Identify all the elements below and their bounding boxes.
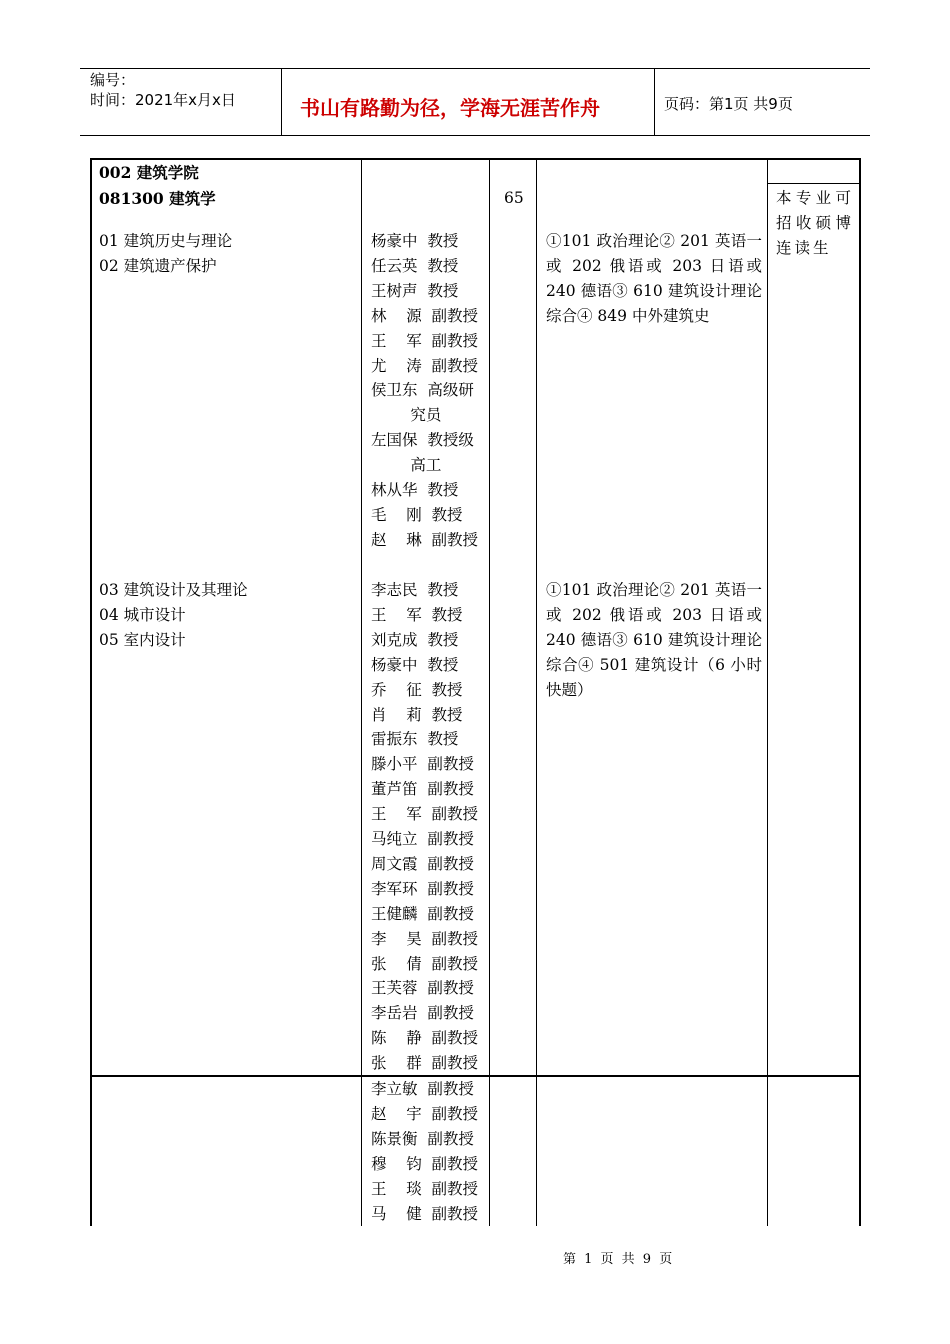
table-top-border (90, 158, 860, 160)
staff-member: 雷振东 教授 (371, 730, 459, 749)
major-name: 081300 建筑学 (99, 189, 216, 208)
staff-member: 林 源 副教授 (371, 306, 479, 325)
staff-member: 任云英 教授 (371, 256, 459, 275)
header-number-label: 编号： (90, 71, 136, 89)
staff-member: 杨豪中 教授 (371, 655, 459, 674)
table-left-border (90, 158, 92, 1226)
direction-item: 01 建筑历史与理论 (99, 232, 233, 250)
table-right-border (859, 158, 861, 1226)
staff-member: 毛 刚 教授 (371, 505, 463, 524)
staff-member: 李志民 教授 (371, 581, 459, 599)
col-divider-1 (361, 158, 362, 1226)
staff-member: 林从华 教授 (371, 481, 459, 499)
staff-member: 王健麟 副教授 (371, 904, 474, 923)
staff-member: 尤 涛 副教授 (371, 356, 479, 375)
direction-item: 05 室内设计 (99, 631, 186, 649)
staff-member: 刘克成 教授 (371, 630, 459, 649)
staff-member: 马纯立 副教授 (371, 830, 474, 848)
staff-member: 左国保 教授级 (371, 431, 474, 450)
exam-subjects-group-2: ①101 政治理论② 201 英语一或 202 俄语或 203 日语或 240 德语③ 610 建筑设计理论综合④ 501 建筑设计（6 小时快题） (546, 581, 762, 699)
header-motto: 书山有路勤为径，学海无涯苦作舟 (300, 96, 600, 120)
header-bottom-rule (80, 135, 870, 136)
staff-member: 王树声 教授 (371, 281, 459, 300)
header-divider-left (281, 68, 282, 136)
staff-member: 马 健 副教授 (371, 1204, 479, 1223)
staff-member: 侯卫东 高级研 (371, 381, 474, 400)
staff-member: 赵 宇 副教授 (371, 1104, 479, 1123)
notes-cell-separator (767, 183, 860, 184)
staff-member: 李军环 副教授 (371, 879, 474, 898)
page-footer: 第 1 页 共 9 页 (563, 1252, 675, 1267)
school-name: 002 建筑学院 (99, 163, 199, 182)
staff-member: 王 军 副教授 (371, 331, 479, 350)
col-divider-3 (536, 158, 537, 1226)
staff-member: 王 军 教授 (371, 605, 463, 624)
col-divider-2 (489, 158, 490, 1226)
exam-subjects-group-1: ①101 政治理论② 201 英语一或 202 俄语或 203 日语或 240 德语③ 610 建筑设计理论综合④ 849 中外建筑史 (546, 232, 762, 325)
staff-member: 董芦笛 副教授 (371, 780, 474, 799)
col-divider-4 (767, 158, 768, 1226)
staff-member: 肖 莉 教授 (371, 705, 463, 724)
staff-member: 高工 (371, 456, 442, 475)
staff-member: 杨豪中 教授 (371, 232, 459, 250)
staff-member: 王 军 副教授 (371, 805, 479, 824)
direction-item: 04 城市设计 (99, 606, 186, 624)
header-divider-right (654, 68, 655, 136)
direction-item: 02 建筑遗产保护 (99, 257, 217, 275)
header-page-info: 页码：第1页 共9页 (664, 95, 793, 113)
staff-member: 陈景衡 副教授 (371, 1129, 474, 1148)
staff-member: 李岳岩 副教授 (371, 1004, 474, 1023)
direction-item: 03 建筑设计及其理论 (99, 581, 248, 599)
staff-member: 赵 琳 副教授 (371, 530, 479, 549)
staff-member: 周文霞 副教授 (371, 854, 474, 873)
enrollment-count: 65 (504, 189, 524, 207)
notes-text: 本专业可招收硕博连读生 (776, 189, 854, 257)
staff-member: 究员 (371, 406, 442, 425)
header-time-label: 时间：2021年x月x日 (90, 91, 236, 109)
staff-member: 张 群 副教授 (371, 1054, 479, 1073)
staff-member: 乔 征 教授 (371, 680, 463, 699)
staff-member: 穆 钧 副教授 (371, 1154, 479, 1173)
staff-member: 陈 静 副教授 (371, 1029, 479, 1048)
staff-member: 王 琰 副教授 (371, 1179, 479, 1198)
staff-member: 张 倩 副教授 (371, 954, 479, 973)
header-top-rule (80, 68, 870, 69)
staff-member: 滕小平 副教授 (371, 755, 474, 774)
staff-member: 王芙蓉 副教授 (371, 979, 474, 998)
staff-member: 李立敏 副教授 (371, 1080, 474, 1098)
staff-member: 李 昊 副教授 (371, 929, 479, 948)
